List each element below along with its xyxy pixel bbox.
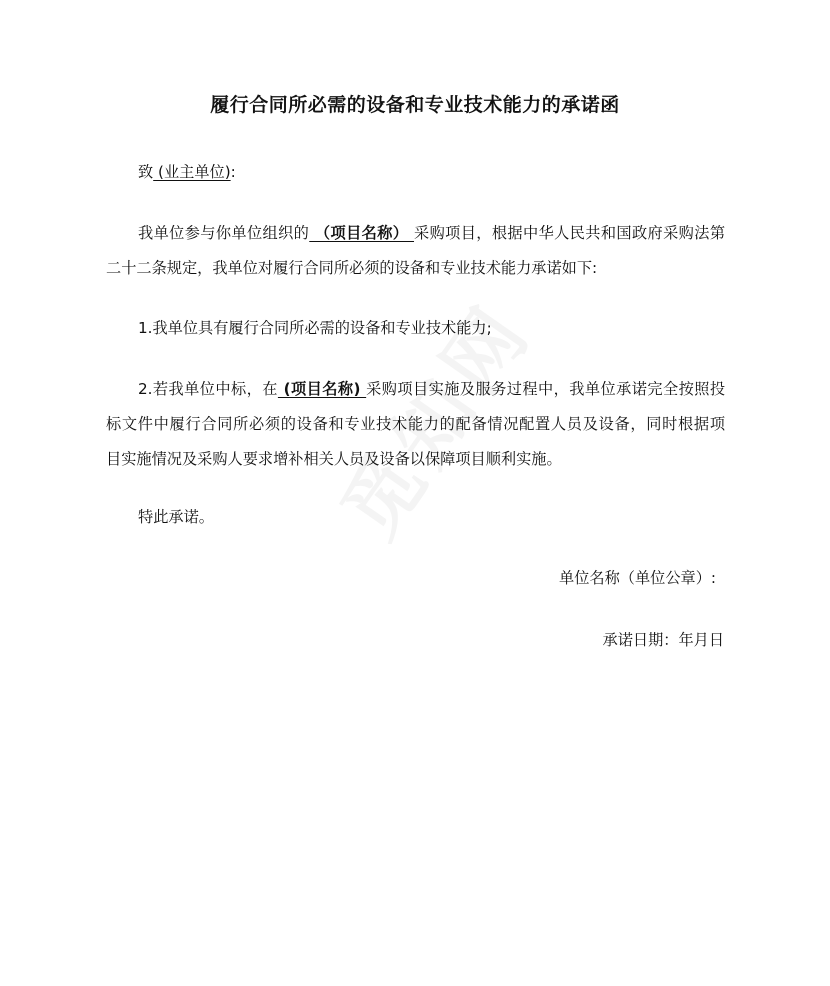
para1-text-b: 采购项目，根据中华人民共和国政府采购法第 xyxy=(414,224,726,242)
salutation-prefix: 致 xyxy=(138,163,154,181)
para1-text-a: 我单位参与你单位组织的 xyxy=(138,224,310,242)
salutation xyxy=(138,160,725,184)
item2-text-b: 采购项目实施及服务过程中，我单位承诺完全按照投 xyxy=(366,380,726,398)
para1-line2: 二十二条规定，我单位对履行合同所必须的设备和专业技术能力承诺如下: xyxy=(106,259,598,277)
document-title: 履行合同所必需的设备和专业技术能力的承诺函 xyxy=(210,94,620,116)
date-line: 承诺日期：年月日 xyxy=(602,631,724,649)
item2-line2: 标文件中履行合同所必须的设备和专业技术能力的配备情况配置人员及设备，同时根据项 xyxy=(106,415,725,433)
item2-line1 xyxy=(138,377,725,401)
para1-line1 xyxy=(138,221,725,245)
item2-text-a: 2.若我单位中标，在 xyxy=(138,380,278,398)
item2-line3: 目实施情况及采购人要求增补相关人员及设备以保障项目顺利实施。 xyxy=(106,450,562,468)
project-name-placeholder: （项目名称） xyxy=(309,224,415,242)
closing: 特此承诺。 xyxy=(138,508,214,526)
salutation-suffix: : xyxy=(230,163,236,181)
item-1: 1.我单位具有履行合同所必需的设备和专业技术能力; xyxy=(138,319,492,337)
signature-line: 单位名称（单位公章）: xyxy=(559,569,716,587)
recipient-placeholder: (业主单位) xyxy=(153,163,231,181)
project-name-placeholder: (项目名称) xyxy=(277,380,367,398)
